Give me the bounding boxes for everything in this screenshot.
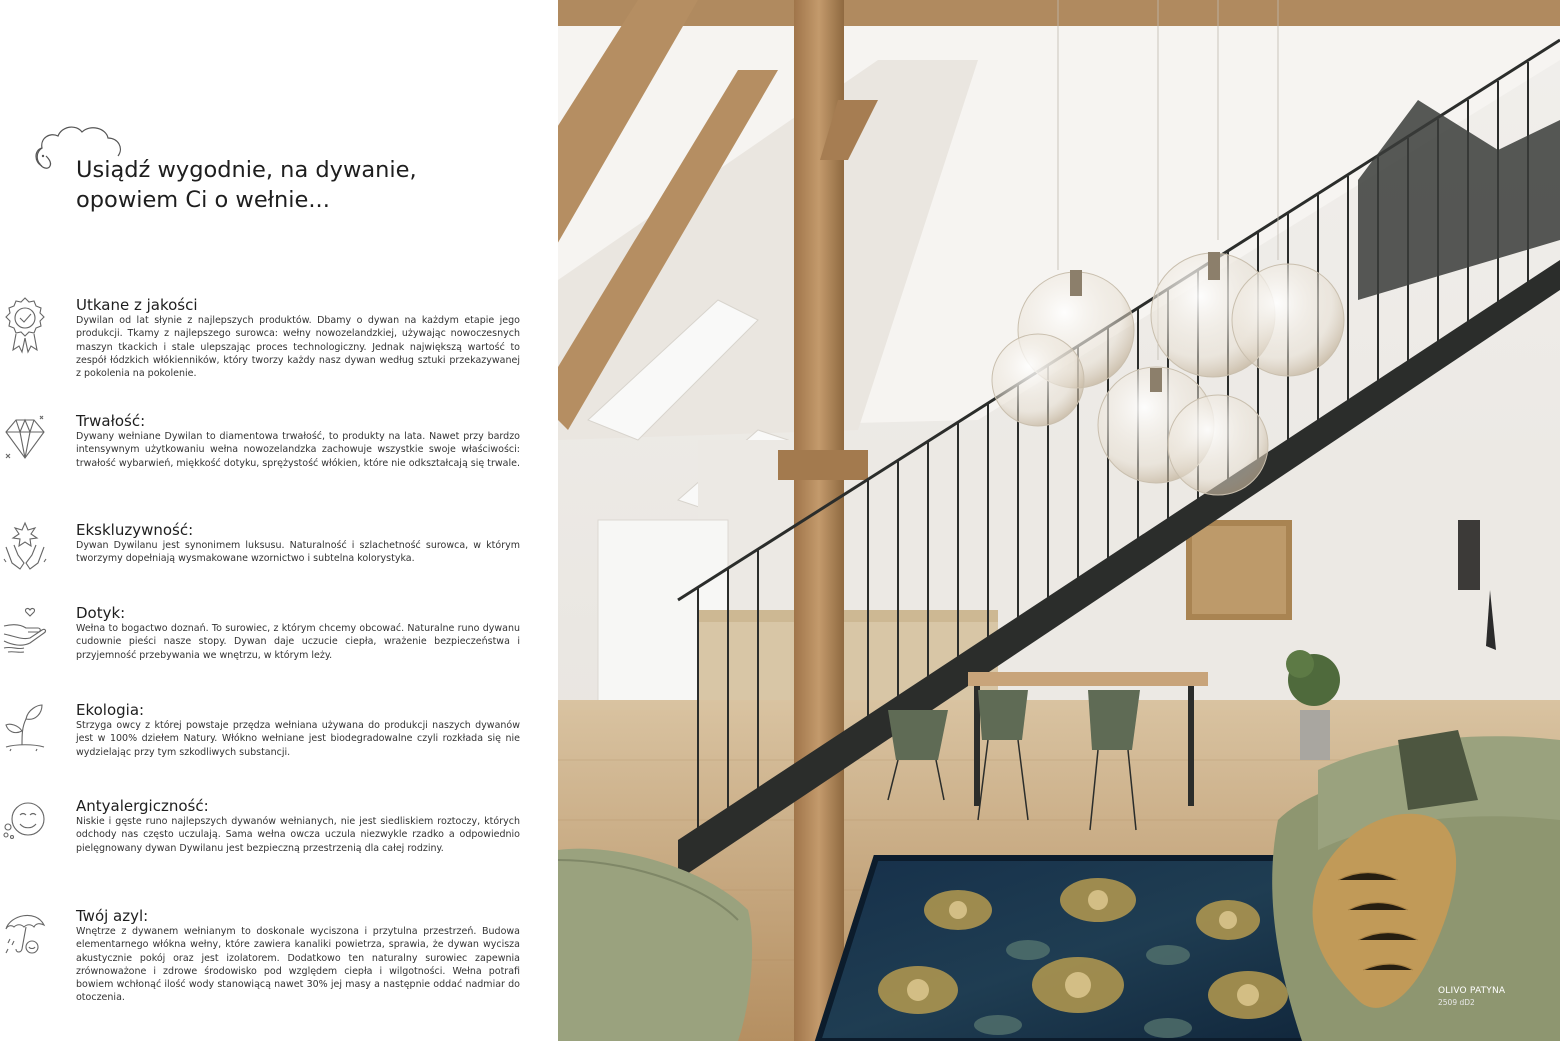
- product-code: 2509 dD2: [1438, 998, 1475, 1007]
- hands-star-icon: [2, 521, 48, 579]
- feature-heading: Ekologia:: [76, 701, 145, 719]
- text-panel: [0, 0, 558, 1041]
- feature-text: Wełna to bogactwo doznań. To surowiec, z którym chcemy obcować. Naturalne runo dywanu cudownie pieści nasze stopy. Dywan daje uczucie ciepła, wrażenie bezpieczeństwa i przyjemność przebywania we wnętrzu, w którym leży.: [76, 623, 520, 661]
- feature-text: Dywilan od lat słynie z najlepszych produktów. Dbamy o dywan na każdym etapie jego produkcji. Tkamy z najlepszego surowca: wełny nowozelandzkiej, używając nowoczesnych maszyn tkackich i stale ulepszając proces technologiczny. Jednak największą wartość to zespół łódzkich włókienników, który tworzy każdy nasz dywan według sztuki przekazywanej z pokolenia na pokolenie.: [76, 315, 520, 380]
- title-line-2: opowiem Ci o wełnie...: [76, 187, 330, 213]
- feature-text: Dywany wełniane Dywilan to diamentowa trwałość, to produkty na lata. Nawet przy bardzo intensywnym użytkowaniu wełna nowozelandzka zachowuje wszystkie swoje właściwości: trwałość wybarwień, miękkość dotyku, sprężystość włókien, które nie odkształcają się trwale.: [76, 431, 520, 469]
- quality-badge-icon: [2, 296, 48, 354]
- product-name: OLIVO PATYNA: [1438, 986, 1506, 996]
- feature-heading: Dotyk:: [76, 604, 126, 622]
- page-title: [76, 155, 536, 215]
- product-caption: [1438, 986, 1505, 1008]
- feature-text: Strzyga owcy z której powstaje przędza wełniana używana do produkcji naszych dywanów jest w 100% dziełem Natury. Włókno wełniane jest biodegradowalne czyli rozkłada się nie wydzielając przy tym szkodliwych substancji.: [76, 720, 520, 758]
- feature-heading: Utkane z jakości: [76, 296, 198, 314]
- feature-text: Dywan Dywilanu jest synonimem luksusu. Naturalność i szlachetność surowca, w którym tworzymy dopełniają wysmakowane wzornictwo i subtelna kolorystyka.: [76, 540, 520, 565]
- interior-photo: [558, 0, 1560, 1041]
- feature-heading: Twój azyl:: [76, 907, 149, 925]
- feature-text: Wnętrze z dywanem wełnianym to doskonale wyciszona i przytulna przestrzeń. Budowa elementarnego włókna wełny, które zawiera kanaliki powietrza, sprawia, że dywan wycisza akustycznie pokój oraz jest izolatorem. Dodatkowo ten naturalny surowiec zapewnia zrównoważone i zdrowe środowisko pod względem ciepła i wilgotności. Wełna potrafi bowiem wchłonąć ilość wody stanowiącą nawet 30% jej masy a następnie oddać nadmiar do otoczenia.: [76, 926, 520, 1004]
- sprout-icon: [2, 701, 48, 759]
- umbrella-icon: [2, 907, 48, 965]
- interior-scene-illustration: [558, 0, 1560, 1041]
- feature-text: Niskie i gęste runo najlepszych dywanów wełnianych, nie jest siedliskiem roztoczy, których odchody nas często uczulają. Sama wełna owcza uczula niezwykle rzadko a odpowiednio pielęgnowany dywan Dywilanu jest bezpieczną przestrzenią dla całej rodziny.: [76, 816, 520, 854]
- diamond-icon: [2, 412, 48, 470]
- feature-heading: Ekskluzywność:: [76, 521, 194, 539]
- smiling-face-icon: [2, 797, 48, 855]
- feature-heading: Antyalergiczność:: [76, 797, 209, 815]
- title-line-1: Usiądź wygodnie, na dywanie,: [76, 157, 417, 183]
- hand-touch-icon: [2, 604, 48, 662]
- feature-heading: Trwałość:: [76, 412, 146, 430]
